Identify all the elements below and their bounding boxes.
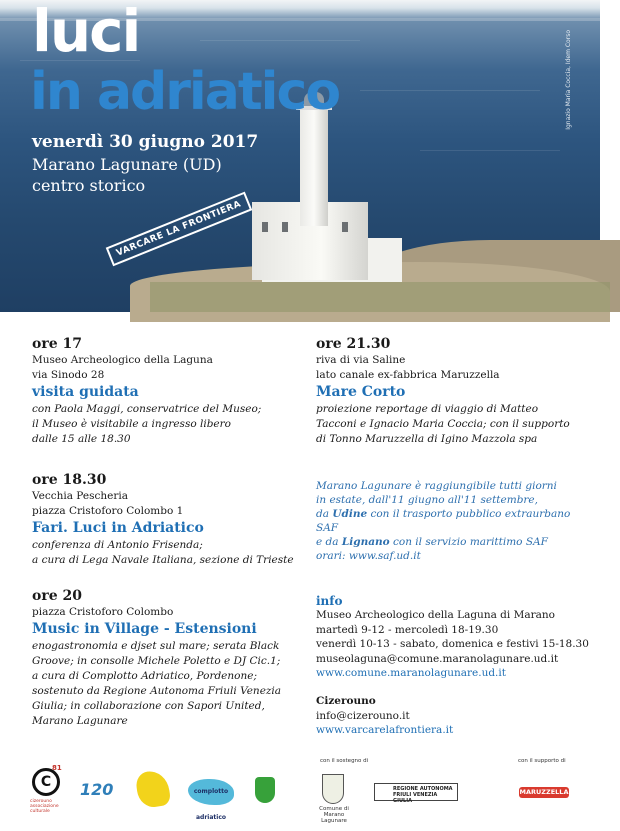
- comune-marano-crest-icon: [322, 774, 344, 804]
- info-heading: info: [316, 594, 343, 608]
- event-description: conferenza di Antonio Frisenda;: [32, 539, 203, 551]
- event-description: Giulia; in collaborazione con Sapori United,: [32, 700, 265, 712]
- event-location: via Sinodo 28: [32, 369, 105, 381]
- event-location: piazza Cristoforo Colombo 1: [32, 505, 184, 517]
- title-line-2: in adriatico: [30, 62, 340, 122]
- support-label-left: con il sostegno di: [320, 758, 369, 764]
- event-title: Mare Corto: [316, 384, 406, 400]
- event-location: piazza Cristoforo Colombo: [32, 606, 174, 618]
- lighthouse-window: [342, 222, 348, 232]
- event-location: riva di via Saline: [316, 354, 406, 366]
- event-description: dalle 15 alle 18.30: [32, 433, 131, 445]
- comune-caption: Comune di Marano Lagunare: [319, 806, 349, 824]
- event-description: di Tonno Maruzzella di Igino Mazzola spa: [316, 433, 538, 445]
- transport-line: [316, 535, 586, 549]
- info-website-link[interactable]: www.comune.maranolagunare.ud.it: [316, 667, 506, 679]
- transport-note: [316, 479, 586, 563]
- transport-text: con il trasporto pubblico extraurbano SAF: [316, 508, 571, 534]
- info-line: Museo Archeologico della Laguna di Marano: [316, 609, 555, 621]
- lighthouse-tower: [300, 106, 328, 226]
- hero-banner: [0, 0, 600, 312]
- sea-ripple: [360, 90, 540, 91]
- event-time: ore 21.30: [316, 336, 391, 352]
- lega-navale-120-logo: 120: [80, 780, 114, 799]
- maruzzella-logo: MARUZZELLA: [519, 788, 569, 796]
- cizerouno-logo-number: 81: [52, 764, 62, 772]
- event-description: Marano Lagunare: [32, 715, 128, 727]
- cliff-vegetation: [150, 282, 610, 312]
- event-description: Groove; in consolle Michele Poletto e DJ Cic.1;: [32, 655, 281, 667]
- event-time: ore 17: [32, 336, 82, 352]
- transport-timetable-link[interactable]: orari: www.saf.ud.it: [316, 550, 421, 562]
- transport-line: [316, 507, 586, 535]
- event-description: a cura di Lega Navale Italiana, sezione di Trieste: [32, 554, 294, 566]
- info-line: venerdì 10-13 - sabato, domenica e festivi 15-18.30: [316, 638, 589, 650]
- transport-text: da: [316, 508, 333, 520]
- event-time: ore 20: [32, 588, 82, 604]
- event-title: Music in Village - Estensioni: [32, 621, 257, 637]
- transport-city: Udine: [332, 508, 368, 520]
- event-location: Museo Archeologico della Laguna: [32, 354, 213, 366]
- transport-line: in estate, dall'11 giugno all'11 settembre,: [316, 494, 538, 506]
- cizerouno-website-link[interactable]: www.varcarelafrontiera.it: [316, 724, 454, 736]
- transport-text: e da: [316, 536, 342, 548]
- support-label-right: con il supporto di: [518, 758, 566, 764]
- cizerouno-logo-caption: cizerouno associazione culturale: [30, 799, 59, 814]
- yellow-partner-logo: [135, 769, 172, 809]
- cizerouno-logo: [32, 768, 60, 796]
- varcare-stamp: VARCARE LA FRONTIERA: [106, 192, 252, 267]
- info-block: [316, 608, 596, 681]
- event-time: ore 18.30: [32, 472, 107, 488]
- event-block-20: [32, 587, 302, 729]
- event-location: Vecchia Pescheria: [32, 490, 129, 502]
- event-date: venerdì 30 giugno 2017: [32, 132, 259, 152]
- cizerouno-logo-mark: C: [40, 774, 52, 790]
- transport-line: Marano Lagunare è raggiungibile tutti giorni: [316, 480, 557, 492]
- event-description: enogastronomia e djset sul mare; serata Black: [32, 640, 280, 652]
- title-line-1: luci: [32, 0, 140, 65]
- cizerouno-block: [316, 694, 596, 738]
- lighthouse-window: [262, 222, 268, 232]
- green-partner-logo: [255, 777, 275, 803]
- event-place: Marano Lagunare (UD): [32, 155, 222, 174]
- event-block-1830: [32, 471, 302, 568]
- cizerouno-email-link[interactable]: info@cizerouno.it: [316, 709, 410, 722]
- cizerouno-name: Cizerouno: [316, 695, 376, 707]
- event-title: visita guidata: [32, 384, 139, 400]
- complotto-adriatico-logo: complotto adriatico: [188, 779, 234, 805]
- event-description: con Paola Maggi, conservatrice del Museo;: [32, 403, 262, 415]
- event-area: centro storico: [32, 176, 146, 195]
- event-description: proiezione reportage di viaggio di Matteo: [316, 403, 539, 415]
- transport-city: Lignano: [341, 536, 390, 548]
- event-description: sostenuto da Regione Autonoma Friuli Venezia: [32, 685, 282, 697]
- lighthouse-window: [282, 222, 288, 232]
- event-description: il Museo è visitabile a ingresso libero: [32, 418, 231, 430]
- sea-ripple: [200, 40, 360, 41]
- info-email-link[interactable]: museolaguna@comune.maranolagunare.ud.it: [316, 652, 559, 665]
- event-location: lato canale ex-fabbrica Maruzzella: [316, 369, 500, 381]
- regione-fvg-logo: REGIONE AUTONOMA FRIULI VENEZIA GIULIA: [374, 783, 458, 801]
- transport-text: con il servizio marittimo SAF: [389, 536, 548, 548]
- photo-credit: Ignazio Maria Coccia, Idem Corso: [565, 30, 572, 130]
- event-title: Fari. Luci in Adriatico: [32, 520, 204, 536]
- event-description: a cura di Complotto Adriatico, Pordenone;: [32, 670, 257, 682]
- event-block-2130: [316, 335, 591, 447]
- info-line: martedì 9-12 - mercoledì 18-19.30: [316, 623, 499, 636]
- event-block-17: [32, 335, 302, 447]
- event-description: Tacconi e Ignacio Maria Coccia; con il supporto: [316, 418, 570, 430]
- sea-ripple: [420, 150, 560, 151]
